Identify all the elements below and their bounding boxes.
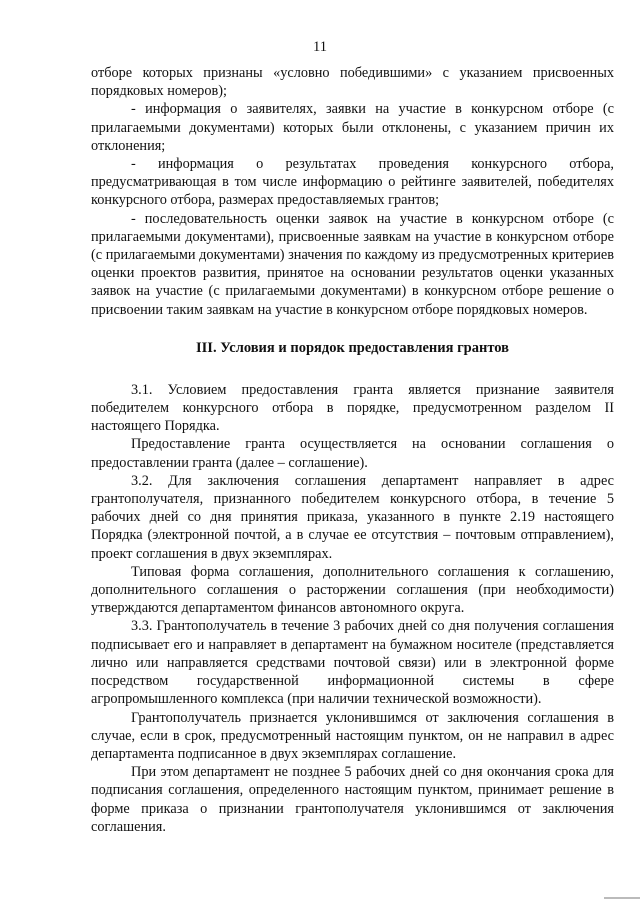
paragraph-continuation: отборе которых признаны «условно победившими» с указанием присвоенных порядковых номеров); xyxy=(91,65,614,100)
paragraph-grant-basis: Предоставление гранта осуществляется на основании соглашения о предоставлении гранта (далее – соглашение). xyxy=(91,436,614,471)
list-item-evaluation-sequence: - последовательность оценки заявок на участие в конкурсном отборе (с прилагаемыми документами), присвоенные заявкам на участие в конкурсном отборе (с прилагаемыми документами) значения по каждому из предусмотренных критериев оценки проектов развития, принятое на основании результатов оценки указанных заявок на участие (с прилагаемыми документами) в конкурсном отборе решение о присвоении таким заявкам на участие в конкурсном отборе порядковых номеров. xyxy=(91,210,614,318)
paragraph-3-1: 3.1. Условием предоставления гранта является признание заявителя победителем конкурсного отбора в порядке, предусмотренном разделом II настоящего Порядка. xyxy=(91,381,614,435)
list-item-rejected-applicants: - информация о заявителях, заявки на участие в конкурсном отборе (с прилагаемыми документами) которых были отклонены, с указанием причин их отклонения; xyxy=(91,101,614,154)
paragraph-3-2: 3.2. Для заключения соглашения департамент направляет в адрес грантополучателя, признанного победителем конкурсного отбора, в течение 5 рабочих дней со дня принятия приказа, указанного в пункте 2.19 настоящего Порядка (электронной почтой, а в случае ее отсутствия – почтовым отправлением), проект соглашения в двух экземплярах. xyxy=(91,472,614,562)
paragraph-standard-form: Типовая форма соглашения, дополнительного соглашения к соглашению, дополнительного соглашения о расторжении соглашения (при необходимости) утверждаются департаментом финансов автономного округа. xyxy=(91,563,614,617)
list-item-selection-results: - информация о результатах проведения конкурсного отбора, предусматривающая в том числе информацию о рейтинге заявителей, победителях конкурсного отбора, размерах предоставляемых грантов; xyxy=(91,156,614,209)
scan-edge-mark xyxy=(604,897,640,899)
paragraph-department-decision: При этом департамент не позднее 5 рабочих дней со дня окончания срока для подписания соглашения, определенного настоящим пунктом, принимает решение в форме приказа о признании грантополучателя уклонившимся от заключения соглашения. xyxy=(91,764,614,835)
page-number: 11 xyxy=(313,39,327,55)
section-heading: III. Условия и порядок предоставления грантов xyxy=(196,339,509,356)
paragraph-evasion: Грантополучатель признается уклонившимся от заключения соглашения в случае, если в срок, предусмотренный настоящим пунктом, он не направил в адрес департамента подписанное в двух экземплярах соглашение. xyxy=(91,709,614,762)
paragraph-3-3: 3.3. Грантополучатель в течение 3 рабочих дней со дня получения соглашения подписывает его и направляет в департамент на бумажном носителе (представляется лично или направляется средствами почтовой связи) или в электронной форме посредством государственной информационной системы в сфере агропромышленного комплекса (при наличии технической возможности). xyxy=(91,618,614,708)
document-body xyxy=(91,64,614,836)
